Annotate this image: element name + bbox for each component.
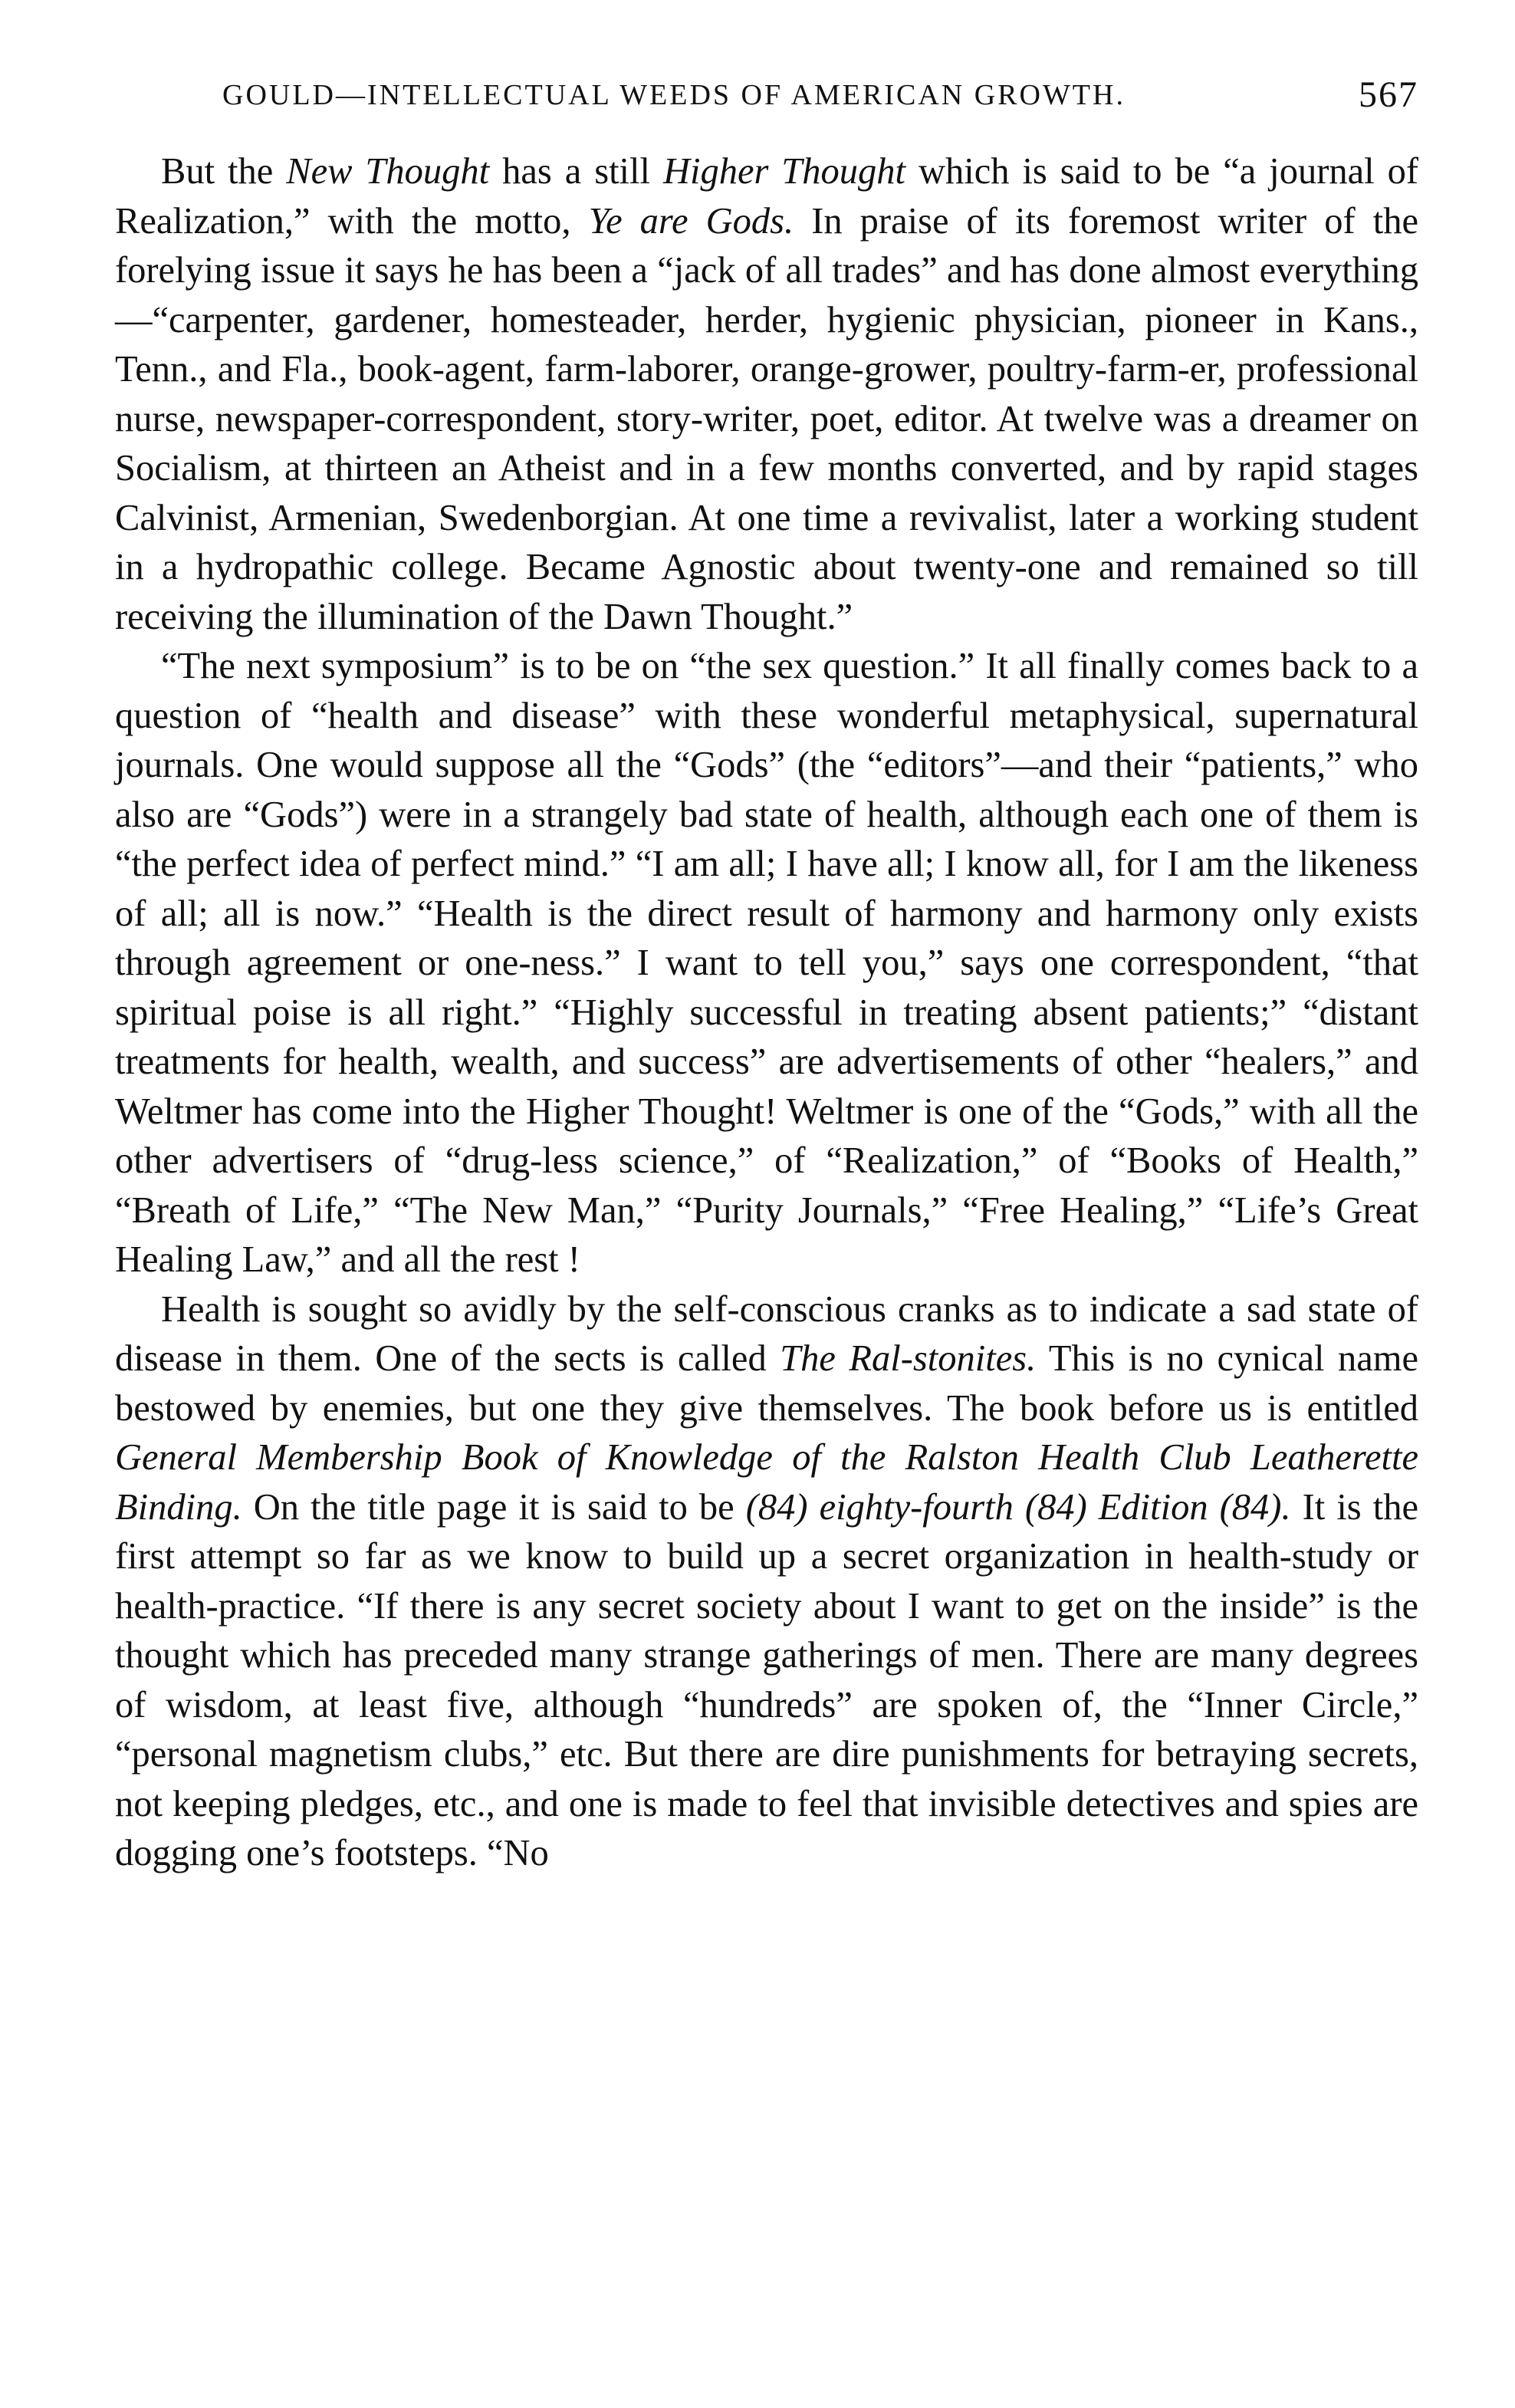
publication-title-new-thought: New Thought (286, 151, 490, 192)
article-body (115, 147, 1418, 1879)
paragraph-1-segment-7: In praise of its foremost writer of the forelying issue it says he has been a “jack of all trades” and has done almost everything—“carpenter, gardener, homesteader, herder, hygienic physician, pioneer in Kans., Tenn., and Fla., book-agent, farm-laborer, orange-grower, poultry-farm-er, professional nurse, newspaper-correspondent, story-writer, poet, editor. At twelve was a dreamer on Socialism, at thirteen an Atheist and in a few months converted, and by rapid stages Calvinist, Armenian, Swedenborgian. At one time a revivalist, later a working student in a hydropathic college. Became Agnostic about twenty-one and remained so till receiving the illumination of the Dawn Thought.” (115, 200, 1418, 637)
running-head (115, 74, 1418, 129)
paragraph-3-segment-1: Health is sought so avidly by the self-conscious cranks as to indicate a sad state of disease in them. One of the sects is called (115, 1288, 1418, 1379)
journal-page (115, 74, 1418, 1879)
edition-label: (84) eighty-fourth (84) Edition (84). (745, 1486, 1291, 1528)
book-title-ralston: General Membership Book of Knowledge of the Ralston Health Club Leatherette Binding. (115, 1437, 1418, 1528)
paragraph-symposium (115, 642, 1418, 1285)
paragraph-ralstonites (115, 1285, 1418, 1879)
paragraph-2-segment-1: “The next symposium” is to be on “the sex question.” It all finally comes back to a question of “health and disease” with these wonderful metaphysical, supernatural journals. One would suppose all the “Gods” (the “editors”—and their “patients,” who also are “Gods”) were in a strangely bad state of health, although each one of them is “the perfect idea of perfect mind.” “I am all; I have all; I know all, for I am the likeness of all; all is now.” “Health is the direct result of harmony and harmony only exists through agreement or one-ness.” I want to tell you,” says one correspondent, “that spiritual poise is all right.” “Highly successful in treating absent patients;” “distant treatments for health, wealth, and success” are advertisements of other “healers,” and Weltmer has come into the Higher Thought! Weltmer is one of the “Gods,” with all the other advertisers of “drug-less science,” of “Realization,” of “Books of Health,” “Breath of Life,” “The New Man,” “Purity Journals,” “Free Healing,” “Life’s Great Healing Law,” and all the rest ! (115, 646, 1418, 1280)
sect-name-ralstonites: The Ral-stonites. (780, 1338, 1037, 1379)
paragraph-1-segment-3: has a still (489, 151, 663, 192)
running-head-title: GOULD—INTELLECTUAL WEEDS OF AMERICAN GROWTH. (222, 79, 1126, 111)
paragraph-3-segment-7: It is the first attempt so far as we know to build up a secret organization in health-study or health-practice. “If there is any secret society about I want to get on the inside” is the thought which has preceded many strange gatherings of men. There are many degrees of wisdom, at least five, although “hundreds” are spoken of, the “Inner Circle,” “personal magnetism clubs,” etc. But there are dire punishments for betraying secrets, not keeping pledges, etc., and one is made to feel that invisible detectives and spies are dogging one’s footsteps. “No (115, 1486, 1418, 1873)
paragraph-new-thought (115, 147, 1418, 642)
paragraph-1-segment-1: But the (161, 151, 287, 192)
paragraph-1-segment-5: which is said to be “a journal of Realization,” with the motto, (115, 151, 1418, 242)
paragraph-3-segment-3: This is no cynical name bestowed by enemies, but one they give themselves. The book before us is entitled (115, 1338, 1418, 1429)
page-number: 567 (1359, 74, 1418, 115)
publication-title-higher-thought: Higher Thought (662, 151, 905, 192)
motto-ye-are-gods: Ye are Gods. (588, 200, 794, 242)
paragraph-3-segment-5: On the title page it is said to be (242, 1486, 746, 1528)
